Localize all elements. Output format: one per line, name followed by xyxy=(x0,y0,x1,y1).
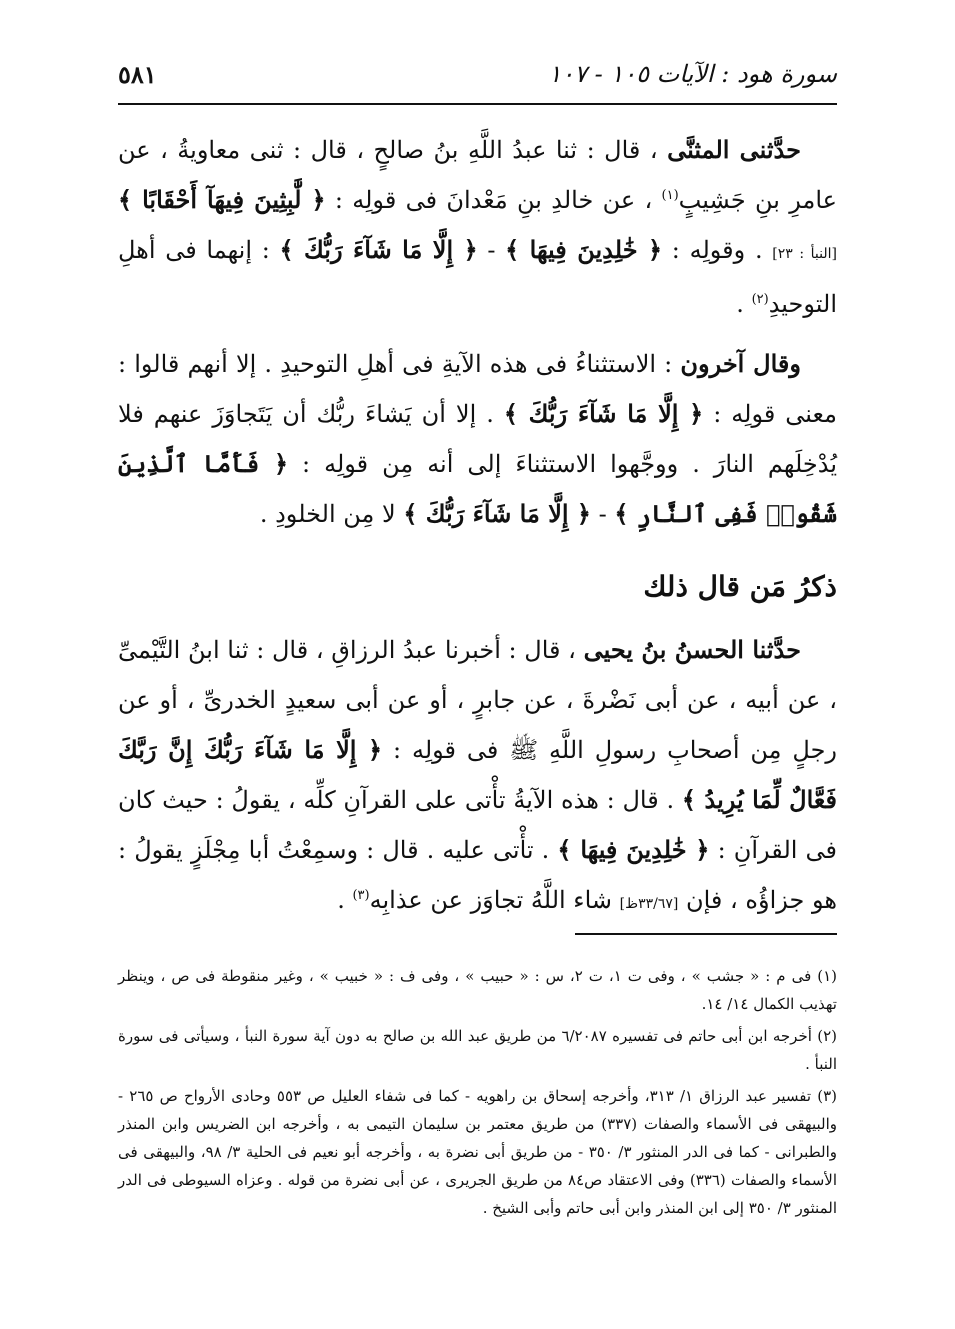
text-segment: ، عن خالدِ بنِ مَعْدانَ فى قولِه : xyxy=(334,186,653,214)
text-segment: . xyxy=(736,290,744,318)
footnote-2: (٢) أخرجه ابن أبى حاتم فى تفسيره ٦/٢٠٨٧ من طريق عبد الله بن صالح به دون آية سورة النبأ ، وسيأتى فى سورة النبأ . xyxy=(118,1027,837,1073)
main-text xyxy=(118,125,837,929)
paragraph-3 xyxy=(118,625,837,929)
page-number: ٥٨١ xyxy=(118,59,157,89)
text-segment: . تأْتى عليه . قال : وسمِعْتُ أبا مِجْلَزٍ يقولُ : هو جزاؤُه ، فإن xyxy=(118,836,837,914)
section-heading: ذكرُ مَن قال ذلك xyxy=(643,570,837,603)
text-segment: ، قال : ثنا عبدُ اللَّهِ بنُ صالحٍ ، قال : ثنى معاويةُ ، عن عامرِ بنِ جَشِيبٍ xyxy=(118,136,837,214)
footnotes xyxy=(118,962,837,1226)
text-segment: . قال : هذه الآيةُ تأْتى على القرآنِ كلِّه ، يقولُ : حيث كان فى القرآنِ : xyxy=(118,786,838,864)
quran-quote: ﴿ إِلَّا مَا شَآءَ رَبُّكَ ﴾ xyxy=(279,235,478,264)
quran-quote: ﴿ إِلَّا مَا شَآءَ رَبُّكَ إِنَّ رَبَّكَ فَعَّالٌ لِّمَا يُرِيدُ ﴾ xyxy=(118,735,837,814)
running-title: سورة هود : الآيات ١٠٥ - ١٠٧ xyxy=(548,60,837,88)
quran-quote: ﴿ فَأَمَّا ٱلَّذِينَ شَقُوا۟ فَفِى ٱلنَّارِ ﴾ xyxy=(118,449,837,528)
quran-quote: ﴿ إِلَّا مَا شَآءَ رَبُّكَ ﴾ xyxy=(503,399,704,428)
quran-quote: ﴿ خَٰلِدِينَ فِيهَا ﴾ xyxy=(557,835,710,864)
text-segment: لا مِن الخلودِ . xyxy=(259,500,396,528)
quran-quote: ﴿ إِلَّا مَا شَآءَ رَبُّكَ ﴾ xyxy=(403,499,591,528)
paragraph-2 xyxy=(118,339,837,539)
paragraph-1 xyxy=(118,125,837,329)
text-segment: . xyxy=(337,886,345,914)
quran-quote: ﴿ لَّٰبِثِينَ فِيهَآ أَحْقَابًا ﴾ xyxy=(118,185,326,214)
text-segment: : الاستثناءُ فى هذه الآيةِ فى أهلِ التوحيدِ . إلا أنهم قالوا : معنى قولِه : xyxy=(118,350,837,428)
narrator-lead: حدَّثنا الحسنُ بنُ يحيى xyxy=(583,635,801,664)
narrator-lead: حدَّثنى المثنَّى xyxy=(667,135,801,164)
text-segment: - xyxy=(598,500,607,528)
text-segment: شاء اللَّهُ تجاوَز عن عذابِه xyxy=(369,886,613,914)
footnote-marker-2[interactable]: (٢) xyxy=(751,292,769,307)
text-segment: ، قال : أخبرنا عبدُ الرزاقِ ، قال : ثنا ابنُ التَّيْمىِّ ، عن أبيه ، عن أبى نَضْرةَ ، عن جابرٍ ، أو عن أبى سعيدٍ الخدرىِّ ، أو عن رجلٍ مِن أصحابِ رسولِ اللَّهِ ﷺ فى قولِه : xyxy=(118,636,838,764)
narrator-lead: وقال آخرون xyxy=(680,349,801,378)
text-segment: : إنهما فى أهلِ التوحيدِ xyxy=(118,236,837,318)
running-header xyxy=(118,52,837,96)
footnote-separator xyxy=(575,933,837,935)
manuscript-reference: [٣٣/٦٧ظ] xyxy=(619,896,679,912)
footnote-marker-3[interactable]: (٣) xyxy=(352,888,370,903)
footnote-marker-1[interactable]: (١) xyxy=(661,188,679,203)
quran-quote: ﴿ خَٰلِدِينَ فِيهَا ﴾ xyxy=(505,235,663,264)
text-segment: . إلا أن يَشاءَ ربُّك أن يَتَجاوَزَ عنهم فلا يُدْخِلَهم النارَ . ووجَّهوا الاستثناءَ إلى أنه مِن قولِه : xyxy=(118,400,837,478)
verse-reference: [النبأ : ٢٣] xyxy=(772,246,837,262)
footnote-1: (١) فى م : « جشب » ، وفى ت ١، ت ٢، س : « حبيب » ، وفى ف : « خبيب » ، وغير منقوطة فى ص ، وينظر تهذيب الكمال ١٤/ ١٤. xyxy=(118,967,837,1013)
text-segment: . وقولِه : xyxy=(671,236,763,264)
header-rule xyxy=(118,103,837,105)
text-segment: - xyxy=(487,236,496,264)
footnote-3: (٣) تفسير عبد الرزاق ١/ ٣١٣، وأخرجه إسحاق بن راهويه - كما فى شفاء العليل ص ٥٥٣ وحادى الأرواح ص ٢٦٥ - والبيهقى فى الأسماء والصفات (٣٣٧) من طريق معتمر بن سليمان التيمى به ، وأخرجه ابن الضريس وابن المنذر والطبرانى - كما فى الدر المنثور ٣/ ٣٥٠ - من طريق أبى نضرة به ، وأخرجه أبو نعيم فى الحلية ٣/ ٩٨، والبيهقى فى الأسماء والصفات (٣٣٦) وفى الاعتقاد ص٨٤ من طريق الجريرى ، عن أبى نضرة من قوله . وعزاه السيوطى فى الدر المنثور ٣/ ٣٥٠ إلى ابن المنذر وابن أبى حاتم وأبى الشيخ . xyxy=(118,1087,837,1217)
